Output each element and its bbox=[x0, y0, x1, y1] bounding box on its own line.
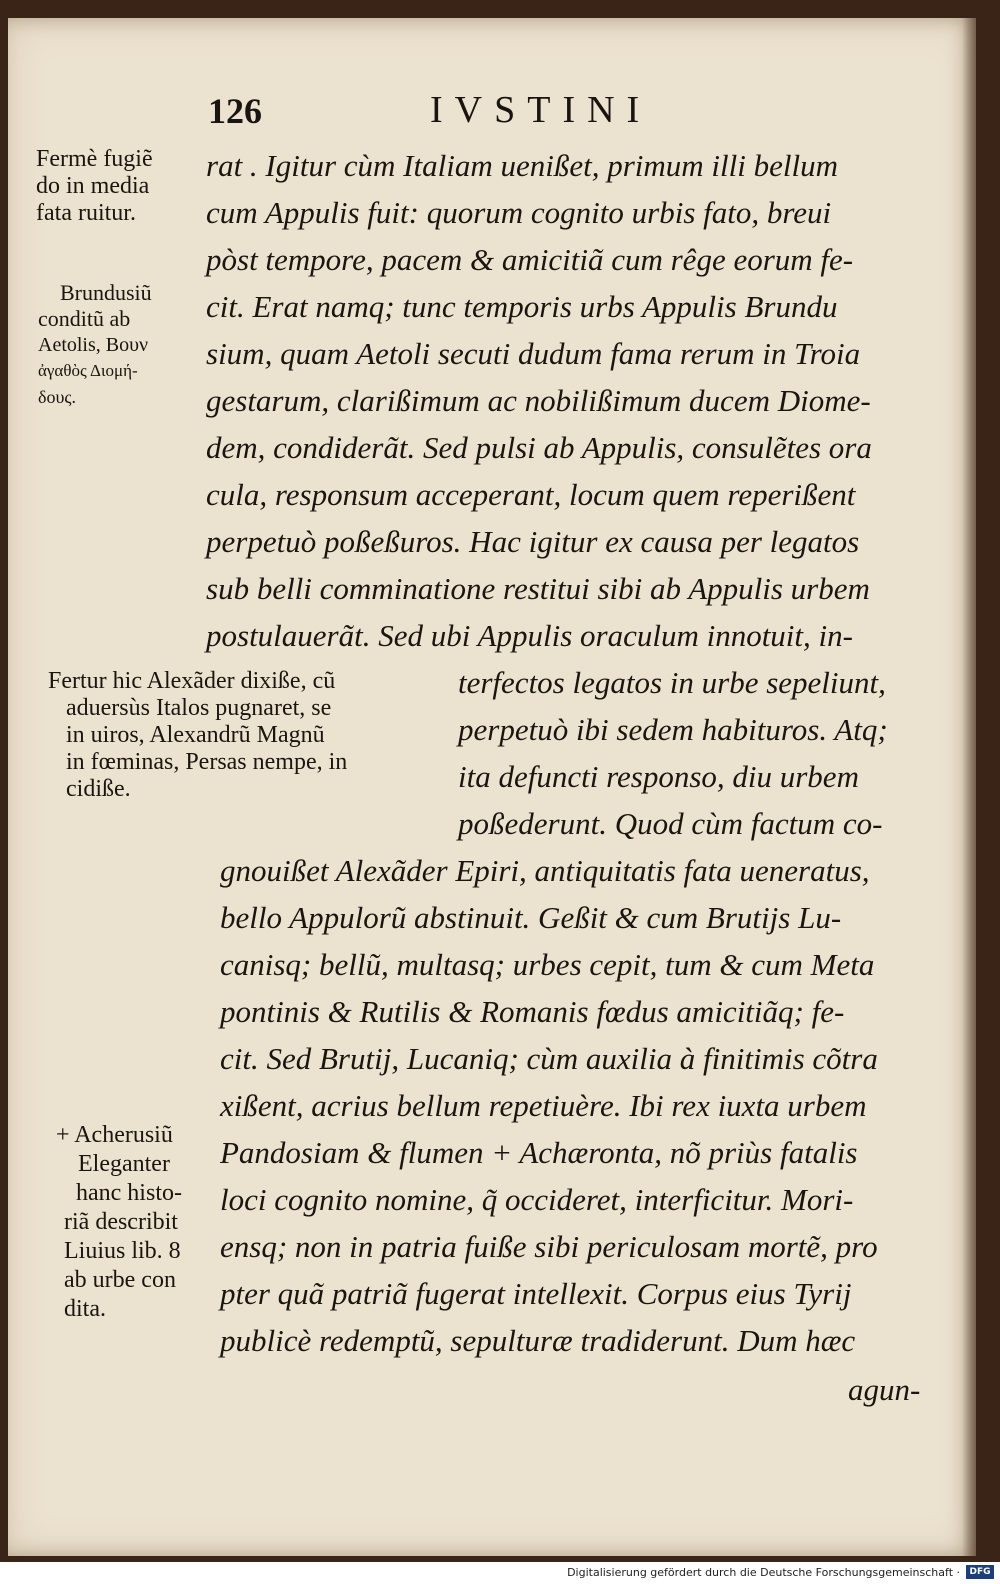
text-line: bello Appulorũ abstinuit. Geßit & cum Brutijs Lu- bbox=[220, 900, 842, 935]
text-line: pontinis & Rutilis & Romanis fœdus amicitiãq; fe- bbox=[220, 994, 845, 1029]
text-line: ensq; non in patria fuiße sibi periculosam mortẽ, pro bbox=[220, 1229, 878, 1264]
text-line: terfectos legatos in urbe sepeliunt, bbox=[458, 665, 886, 700]
text-line: dem, condiderãt. Sed pulsi ab Appulis, consulẽtes ora bbox=[206, 430, 872, 465]
margin-note-line: fata ruitur. bbox=[36, 200, 136, 226]
margin-note-line: δους. bbox=[38, 387, 77, 407]
margin-note-line: Eleganter bbox=[78, 1151, 170, 1177]
margin-note-line: aduersùs Italos pugnaret, se bbox=[66, 695, 332, 721]
text-line: cit. Sed Brutij, Lucaniq; cùm auxilia à finitimis cõtra bbox=[220, 1041, 878, 1076]
text-line: cum Appulis fuit: quorum cognito urbis fato, breui bbox=[206, 195, 832, 230]
margin-note-line: cidiße. bbox=[66, 776, 131, 802]
text-line: rat . Igitur cùm Italiam uenißet, primum illi bellum bbox=[206, 148, 839, 183]
text-line: ita defuncti responso, diu urbem bbox=[458, 759, 859, 794]
page-spine-shadow bbox=[962, 18, 976, 1556]
margin-note-line: conditũ ab bbox=[38, 306, 131, 331]
text-line: sub belli comminatione restitui sibi ab Appulis urbem bbox=[206, 571, 870, 606]
margin-note-line: in uiros, Alexandrũ Magnũ bbox=[66, 722, 325, 748]
page-number: 126 bbox=[208, 91, 262, 131]
margin-note-line: in fœminas, Persas nempe, in bbox=[66, 749, 348, 775]
margin-note-line: ἀγαθὸς Διομή- bbox=[38, 361, 138, 380]
text-line: perpetuò poßeßuros. Hac igitur ex causa per legatos bbox=[206, 524, 860, 559]
text-line: gnouißet Alexãder Epiri, antiquitatis fata ueneratus, bbox=[220, 853, 870, 888]
catchword: agun- bbox=[848, 1372, 921, 1407]
text-line: cit. Erat namq; tunc temporis urbs Appulis Brundu bbox=[206, 289, 838, 324]
margin-note-line: Aetolis, Βουν bbox=[38, 334, 149, 356]
margin-note-line: hanc histo- bbox=[76, 1180, 182, 1206]
margin-note-line: riã describit bbox=[64, 1209, 178, 1235]
text-line: publicè redemptũ, sepulturæ tradiderunt. Dum hæc bbox=[220, 1323, 856, 1358]
text-line: poßederunt. Quod cùm factum co- bbox=[458, 806, 883, 841]
margin-note-line: dita. bbox=[64, 1296, 106, 1322]
margin-note-line: Liuius lib. 8 bbox=[64, 1238, 181, 1264]
text-line: sium, quam Aetoli secuti dudum fama rerum in Troia bbox=[206, 336, 861, 371]
digitization-footer bbox=[0, 1562, 1000, 1584]
text-line: Pandosiam & flumen + Achæronta, nõ priùs fatalis bbox=[220, 1135, 858, 1170]
text-line: postulauerãt. Sed ubi Appulis oraculum innotuit, in- bbox=[206, 618, 853, 653]
text-line: cula, responsum acceperant, locum quem reperißent bbox=[206, 477, 856, 512]
margin-note-line: ab urbe con bbox=[64, 1267, 176, 1293]
book-page bbox=[8, 18, 976, 1556]
margin-note-line: + Acherusiũ bbox=[56, 1122, 173, 1148]
margin-note-line: do in media bbox=[36, 173, 150, 199]
text-line: pòst tempore, pacem & amicitiã cum rêge eorum fe- bbox=[206, 242, 854, 277]
margin-note-line: Fertur hic Alexãder dixiße, cũ bbox=[48, 668, 336, 694]
text-line: gestarum, clarißimum ac nobilißimum ducem Diome- bbox=[206, 383, 871, 418]
text-line: canisq; bellũ, multasq; urbes cepit, tum & cum Meta bbox=[220, 947, 875, 982]
dfg-logo-icon: DFG bbox=[966, 1565, 994, 1579]
text-line: xißent, acrius bellum repetiuère. Ibi rex iuxta urbem bbox=[220, 1088, 867, 1123]
margin-note-line: Fermè fugiẽ bbox=[36, 146, 153, 172]
footer-credit: Digitalisierung gefördert durch die Deutsche Forschungsgemeinschaft · bbox=[567, 1566, 960, 1579]
running-head: IVSTINI bbox=[430, 89, 652, 131]
text-line: loci cognito nomine, q̃ occideret, interficitur. Mori- bbox=[220, 1182, 854, 1217]
page-header bbox=[208, 88, 768, 148]
text-line: perpetuò ibi sedem habituros. Atq; bbox=[458, 712, 888, 747]
text-line: pter quã patriã fugerat intellexit. Corpus eius Tyrij bbox=[220, 1276, 852, 1311]
margin-note-line: Brundusiũ bbox=[60, 280, 152, 305]
